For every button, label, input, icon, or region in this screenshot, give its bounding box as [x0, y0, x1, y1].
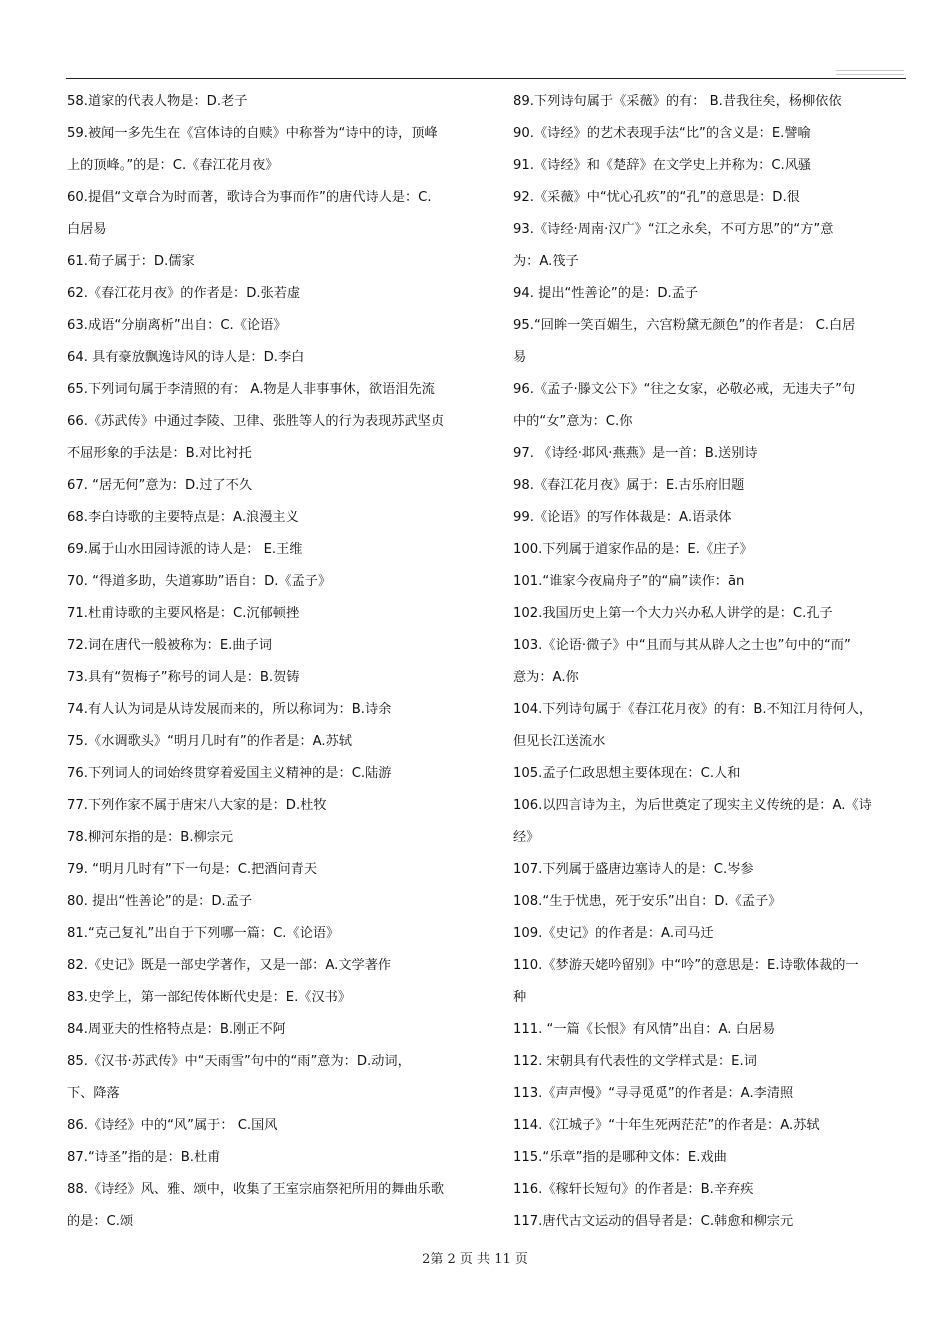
question-line: 为：A.筏子: [513, 254, 579, 269]
question-line: 116.《稼轩长短句》的作者是：B.辛弃疾: [513, 1182, 754, 1197]
question-line: 61.荀子属于：D.儒家: [67, 254, 195, 269]
question-line: 59.被闻一多先生在《宫体诗的自赎》中称誉为“诗中的诗，顶峰: [67, 126, 438, 141]
question-line: 经》: [513, 830, 540, 845]
question-line: 白居易: [67, 222, 107, 237]
question-line: 92.《采薇》中“忧心孔疚”的“孔”的意思是：D.很: [513, 190, 800, 205]
question-line: 99.《论语》的写作体裁是：A.语录体: [513, 510, 732, 525]
question-line: 62.《春江花月夜》的作者是：D.张若虚: [67, 286, 301, 301]
question-line: 67. “居无何”意为：D.过了不久: [67, 478, 253, 493]
question-line: 90.《诗经》的艺术表现手法“比”的含义是：E.譬喻: [513, 126, 811, 141]
question-line: 83.史学上，第一部纪传体断代史是：E.《汉书》: [67, 990, 352, 1005]
question-line: 93.《诗经·周南·汉广》“江之永矣，不可方思”的“方”意: [513, 222, 834, 237]
corner-mark: [836, 70, 904, 71]
corner-mark: [836, 74, 904, 75]
page-footer: 2第 2 页 共 11 页: [422, 1252, 528, 1267]
question-line: 89.下列诗句属于《采薇》的有： B.昔我往矣，杨柳依依: [513, 94, 842, 109]
question-line: 79. “明月几时有”下一句是：C.把酒问青天: [67, 862, 318, 877]
question-line: 76.下列词人的词始终贯穿着爱国主义精神的是：C.陆游: [67, 766, 392, 781]
question-line: 不屈形象的手法是：B.对比衬托: [67, 446, 252, 461]
left-column: [67, 86, 485, 1238]
question-line: 77.下列作家不属于唐宋八大家的是：D.杜牧: [67, 798, 327, 813]
question-line: 74.有人认为词是从诗发展而来的，所以称词为：B.诗余: [67, 702, 392, 717]
question-line: 107.下列属于盛唐边塞诗人的是：C.岑参: [513, 862, 754, 877]
question-line: 102.我国历史上第一个大力兴办私人讲学的是：C.孔子: [513, 606, 833, 621]
question-line: 94. 提出“性善论”的是：D.孟子: [513, 286, 699, 301]
question-line: 85.《汉书·苏武传》中“天雨雪”句中的“雨”意为：D.动词，: [67, 1054, 411, 1069]
question-line: 104.下列诗句属于《春江花月夜》的有：B.不知江月待何人，: [513, 702, 873, 717]
question-line: 下、降落: [67, 1086, 120, 1101]
question-line: 100.下列属于道家作品的是：E.《庄子》: [513, 542, 753, 557]
question-line: 88.《诗经》风、雅、颂中，收集了王室宗庙祭祀所用的舞曲乐歌: [67, 1182, 445, 1197]
question-line: 意为：A.你: [513, 670, 579, 685]
question-line: 111. “一篇《长恨》有风情”出自：A. 白居易: [513, 1022, 776, 1037]
question-line: 115.“乐章”指的是哪种文体：E.戏曲: [513, 1150, 727, 1165]
question-line: 65.下列词句属于李清照的有： A.物是人非事事休，欲语泪先流: [67, 382, 435, 397]
question-line: 80. 提出“性善论”的是：D.孟子: [67, 894, 253, 909]
question-line: 72.词在唐代一般被称为：E.曲子词: [67, 638, 272, 653]
right-column: [513, 86, 909, 1238]
question-line: 82.《史记》既是一部史学著作，又是一部：A.文学著作: [67, 958, 392, 973]
question-line: 易: [513, 350, 527, 365]
question-line: 105.孟子仁政思想主要体现在：C.人和: [513, 766, 741, 781]
question-line: 97. 《诗经·邶风·燕燕》是一首：B.送别诗: [513, 446, 758, 461]
question-line: 114.《江城子》“十年生死两茫茫”的作者是：A.苏轼: [513, 1118, 820, 1133]
question-line: 91.《诗经》和《楚辞》在文学史上并称为：C.风骚: [513, 158, 812, 173]
question-line: 66.《苏武传》中通过李陵、卫律、张胜等人的行为表现苏武坚贞: [67, 414, 445, 429]
question-line: 75.《水调歌头》“明月几时有”的作者是：A.苏轼: [67, 734, 352, 749]
question-line: 98.《春江花月夜》属于：E.古乐府旧题: [513, 478, 745, 493]
question-line: 的是：C.颂: [67, 1214, 134, 1229]
question-line: 种: [513, 990, 527, 1005]
question-line: 87.“诗圣”指的是：B.杜甫: [67, 1150, 221, 1165]
question-line: 84.周亚夫的性格特点是：B.刚正不阿: [67, 1022, 286, 1037]
question-line: 112. 宋朝具有代表性的文学样式是：E.词: [513, 1054, 757, 1069]
question-line: 64. 具有豪放飘逸诗风的诗人是：D.李白: [67, 350, 305, 365]
question-line: 95.“回眸一笑百媚生，六宫粉黛无颜色”的作者是： C.白居: [513, 318, 856, 333]
question-line: 71.杜甫诗歌的主要风格是：C.沉郁顿挫: [67, 606, 300, 621]
question-line: 78.柳河东指的是：B.柳宗元: [67, 830, 234, 845]
question-line: 63.成语“分崩离析”出自：C.《论语》: [67, 318, 287, 333]
question-line: 109.《史记》的作者是：A.司马迁: [513, 926, 714, 941]
question-line: 73.具有“贺梅子”称号的词人是：B.贺铸: [67, 670, 300, 685]
question-line: 中的“女”意为：C.你: [513, 414, 633, 429]
question-line: 106.以四言诗为主，为后世奠定了现实主义传统的是：A.《诗: [513, 798, 872, 813]
question-line: 81.“克己复礼”出自于下列哪一篇：C.《论语》: [67, 926, 340, 941]
question-line: 110.《梦游天姥吟留别》中“吟”的意思是：E.诗歌体裁的一: [513, 958, 859, 973]
question-line: 58.道家的代表人物是：D.老子: [67, 94, 248, 109]
question-line: 但见长江送流水: [513, 734, 606, 749]
question-line: 上的顶峰。”的是：C.《春江花月夜》: [67, 158, 279, 173]
question-line: 86.《诗经》中的“风”属于： C.国风: [67, 1118, 278, 1133]
question-line: 117.唐代古文运动的倡导者是：C.韩愈和柳宗元: [513, 1214, 794, 1229]
question-line: 96.《孟子·滕文公下》“往之女家，必敬必戒，无违夫子”句: [513, 382, 856, 397]
question-line: 70. “得道多助，失道寡助”语自：D.《孟子》: [67, 574, 332, 589]
question-line: 69.属于山水田园诗派的诗人是： E.王维: [67, 542, 303, 557]
header-rule: [66, 78, 906, 79]
question-line: 108.“生于忧患，死于安乐”出自：D.《孟子》: [513, 894, 782, 909]
question-line: 103.《论语·微子》中“且而与其从辟人之士也”句中的“而”: [513, 638, 851, 653]
question-line: 113.《声声慢》“寻寻觅觅”的作者是：A.李清照: [513, 1086, 794, 1101]
question-line: 68.李白诗歌的主要特点是：A.浪漫主义: [67, 510, 299, 525]
question-line: 101.“谁家今夜扁舟子”的“扁”读作：ān: [513, 574, 745, 589]
question-line: 60.提倡“文章合为时而著，歌诗合为事而作”的唐代诗人是：C.: [67, 190, 432, 205]
